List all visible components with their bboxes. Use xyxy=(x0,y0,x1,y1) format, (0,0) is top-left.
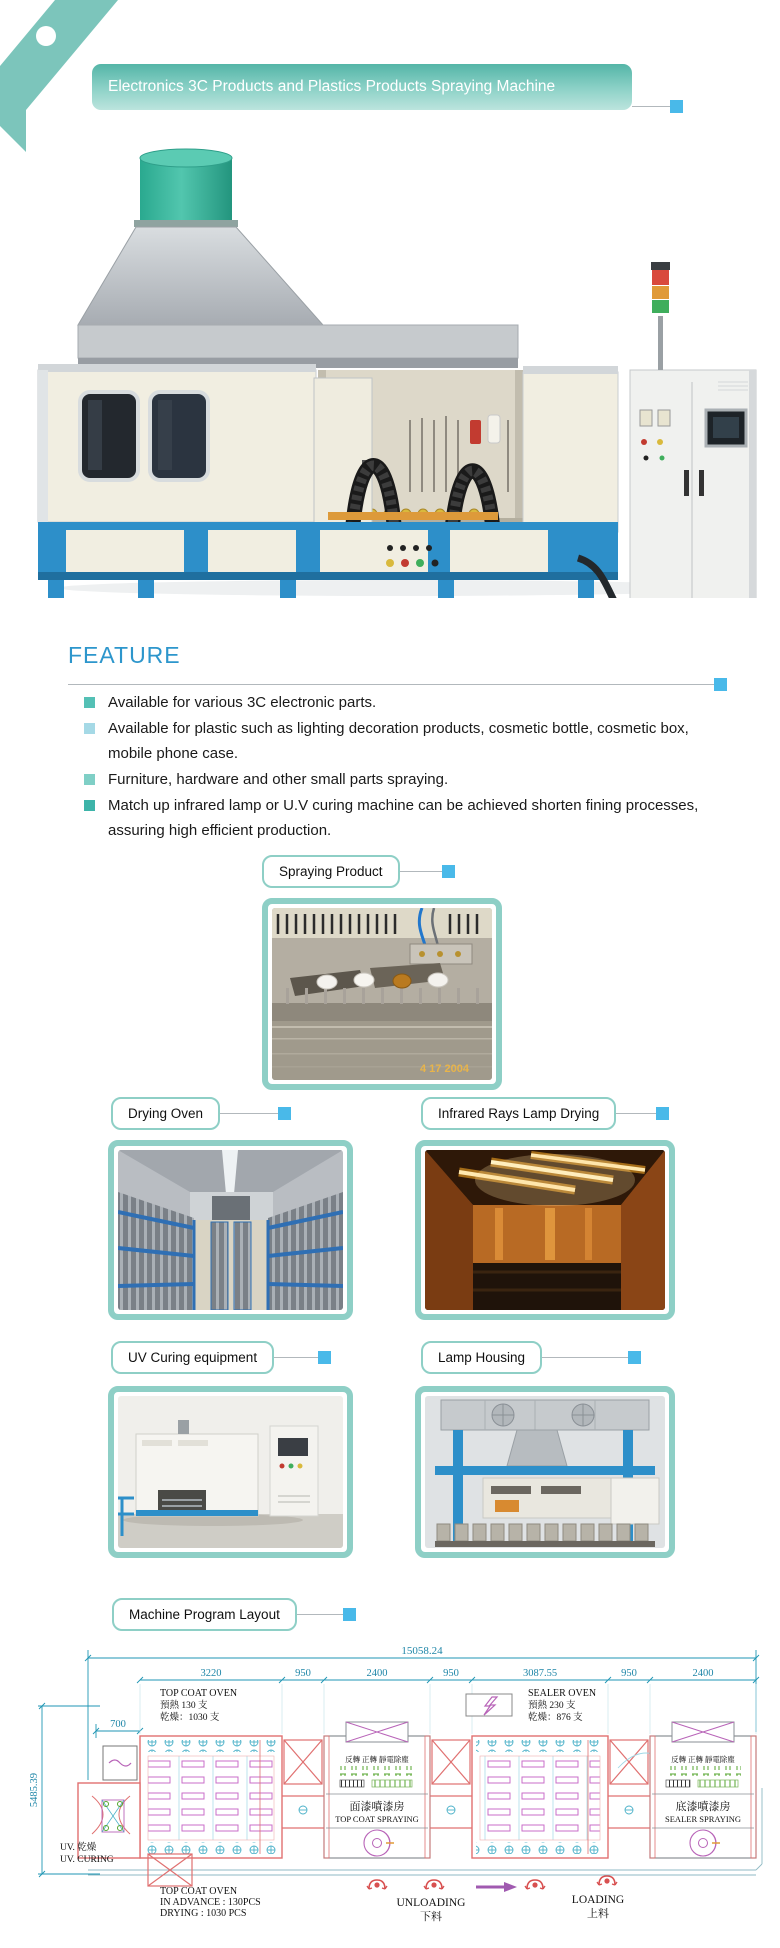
sealer-booth-block xyxy=(650,1722,756,1858)
spraying-product-image xyxy=(272,908,492,1080)
flow-arrow-icon xyxy=(476,1882,517,1892)
feature-list xyxy=(84,690,709,844)
booth-name-zh: 底漆噴漆房 xyxy=(675,1801,731,1813)
feature-text: Available for plastic such as lighting decoration products, cosmetic bottle, cosmetic box, mobile phone case. xyxy=(108,720,689,762)
exhaust-stack-icon xyxy=(134,149,238,227)
uv-label-en: UV. CURING xyxy=(60,1855,114,1865)
section-label-row xyxy=(262,855,455,888)
dim-segment: 950 xyxy=(621,1668,637,1679)
section-label-row xyxy=(112,1598,356,1631)
bullet-square-icon xyxy=(84,697,95,708)
lamp-housing-image xyxy=(425,1396,665,1548)
section-label-spraying-product: Spraying Product xyxy=(262,855,400,888)
section-label-lamp-housing: Lamp Housing xyxy=(421,1341,542,1374)
section-label-layout: Machine Program Layout xyxy=(112,1598,297,1631)
dim-height: 5485.39 xyxy=(29,1772,40,1808)
layout-diagram xyxy=(8,1628,770,1943)
section-label-row xyxy=(421,1097,669,1130)
uv-machine-icon xyxy=(136,1420,258,1516)
feature-text: Match up infrared lamp or U.V curing machine can be achieved shorten fining processes, assuring high efficient production. xyxy=(108,797,699,839)
accent-square-icon xyxy=(656,1107,669,1120)
top-coat-oven-drying: 乾燥：1030 支 xyxy=(160,1713,220,1723)
ribbon-hole xyxy=(36,26,56,46)
worker-icon xyxy=(424,1880,444,1889)
feature-text: Furniture, hardware and other small parts spraying. xyxy=(108,771,449,788)
worker-icon xyxy=(525,1880,545,1889)
accent-square-icon xyxy=(278,1107,291,1120)
section-label-row xyxy=(111,1097,291,1130)
lightning-box-icon xyxy=(466,1694,512,1716)
booth-name-zh: 面漆噴漆房 xyxy=(349,1801,405,1813)
photo-timestamp: 4 17 2004 xyxy=(420,1063,469,1075)
red-bottle-icon xyxy=(470,420,481,444)
dim-offset: 700 xyxy=(110,1719,126,1730)
section-label-uv-curing: UV Curing equipment xyxy=(111,1341,274,1374)
right-section xyxy=(523,366,618,532)
dim-segment: 950 xyxy=(295,1668,311,1679)
door-handle-icon xyxy=(684,470,689,496)
top-coat-oven-block xyxy=(140,1736,282,1858)
signal-tower-icon xyxy=(651,262,670,370)
machine-photo xyxy=(18,120,763,598)
connector-line xyxy=(542,1357,628,1358)
dim-total: 15058.24 xyxy=(401,1645,443,1657)
infrared-photo xyxy=(415,1140,675,1320)
connector-line xyxy=(616,1113,656,1114)
sealer-oven-title: SEALER OVEN xyxy=(528,1688,597,1699)
unloading-label-en: UNLOADING xyxy=(396,1897,466,1909)
feature-text: Available for various 3C electronic parts. xyxy=(108,694,377,711)
uv-curing-image xyxy=(118,1396,343,1548)
uv-label-zh: UV. 乾燥 xyxy=(60,1843,97,1853)
booth-name-en: SEALER SPRAYING xyxy=(665,1814,741,1824)
connector-line xyxy=(297,1614,343,1615)
oven-titles xyxy=(160,1688,596,1723)
title-banner xyxy=(92,64,632,110)
dim-segment: 3220 xyxy=(200,1668,222,1679)
feature-item xyxy=(84,690,709,715)
divider-line xyxy=(68,684,716,685)
feature-item xyxy=(84,767,709,792)
connector-line xyxy=(220,1113,278,1114)
unloading-label-zh: 下料 xyxy=(420,1911,442,1923)
accent-square-icon xyxy=(628,1351,641,1364)
dim-segment: 3087.55 xyxy=(522,1668,558,1679)
top-coat-oven-title: TOP COAT OVEN xyxy=(160,1688,238,1699)
drying-oven-photo xyxy=(108,1140,353,1320)
loading-label-zh: 上料 xyxy=(587,1908,609,1920)
worker-icon xyxy=(597,1876,617,1885)
connector-line xyxy=(632,106,670,107)
section-label-row xyxy=(111,1341,331,1374)
white-bottle-icon xyxy=(488,415,500,443)
oven-note xyxy=(160,1886,261,1919)
top-coat-booth-block xyxy=(324,1722,430,1858)
top-coat-oven-preheat: 預熱 130 支 xyxy=(160,1701,208,1711)
left-cabinet xyxy=(38,364,316,522)
dim-segment: 2400 xyxy=(366,1668,388,1679)
dim-segment: 950 xyxy=(443,1668,459,1679)
uv-cabinet-icon xyxy=(270,1426,318,1516)
infrared-image xyxy=(425,1150,665,1310)
feature-item xyxy=(84,716,709,766)
section-label-infrared: Infrared Rays Lamp Drying xyxy=(421,1097,616,1130)
oven-note-line1: TOP COAT OVEN xyxy=(160,1886,238,1897)
worker-icon xyxy=(367,1880,387,1889)
sealer-oven-drying: 乾燥：876 支 xyxy=(528,1713,583,1723)
page-title: Electronics 3C Products and Plastics Products Spraying Machine xyxy=(108,78,556,95)
uv-unit-block xyxy=(78,1746,140,1858)
bullet-square-icon xyxy=(84,723,95,734)
dim-segment: 2400 xyxy=(692,1668,714,1679)
exhaust-hood xyxy=(78,227,518,368)
booth-name-en: TOP COAT SPRAYING xyxy=(335,1814,419,1824)
uv-curing-photo xyxy=(108,1386,353,1558)
control-cabinet xyxy=(630,262,756,598)
accent-square-icon xyxy=(318,1351,331,1364)
loading-label-en: LOADING xyxy=(571,1894,625,1906)
bullet-square-icon xyxy=(84,774,95,785)
sealer-oven-preheat: 預熱 230 支 xyxy=(528,1701,576,1711)
oven-note-line3: DRYING : 1030 PCS xyxy=(160,1908,247,1919)
spraying-product-photo xyxy=(262,898,502,1090)
booth-note: 反轉 正轉 靜電除塵 xyxy=(671,1755,735,1764)
section-label-row xyxy=(421,1341,641,1374)
accent-square-icon xyxy=(442,865,455,878)
feature-heading: FEATURE xyxy=(68,642,181,668)
section-label-drying-oven: Drying Oven xyxy=(111,1097,220,1130)
door-handle-icon xyxy=(699,470,704,496)
connector-line xyxy=(400,871,442,872)
accent-square-icon xyxy=(714,678,727,691)
booth-note: 反轉 正轉 靜電除塵 xyxy=(345,1755,409,1764)
feature-item xyxy=(84,793,709,843)
drying-oven-image xyxy=(118,1150,343,1310)
connector-line xyxy=(274,1357,318,1358)
lamp-housing-photo xyxy=(415,1386,675,1558)
accent-square-icon xyxy=(343,1608,356,1621)
oven-note-line2: IN ADVANCE : 130PCS xyxy=(160,1897,261,1908)
sealer-oven-block xyxy=(472,1736,608,1858)
bullet-square-icon xyxy=(84,800,95,811)
accent-square-icon xyxy=(670,100,683,113)
